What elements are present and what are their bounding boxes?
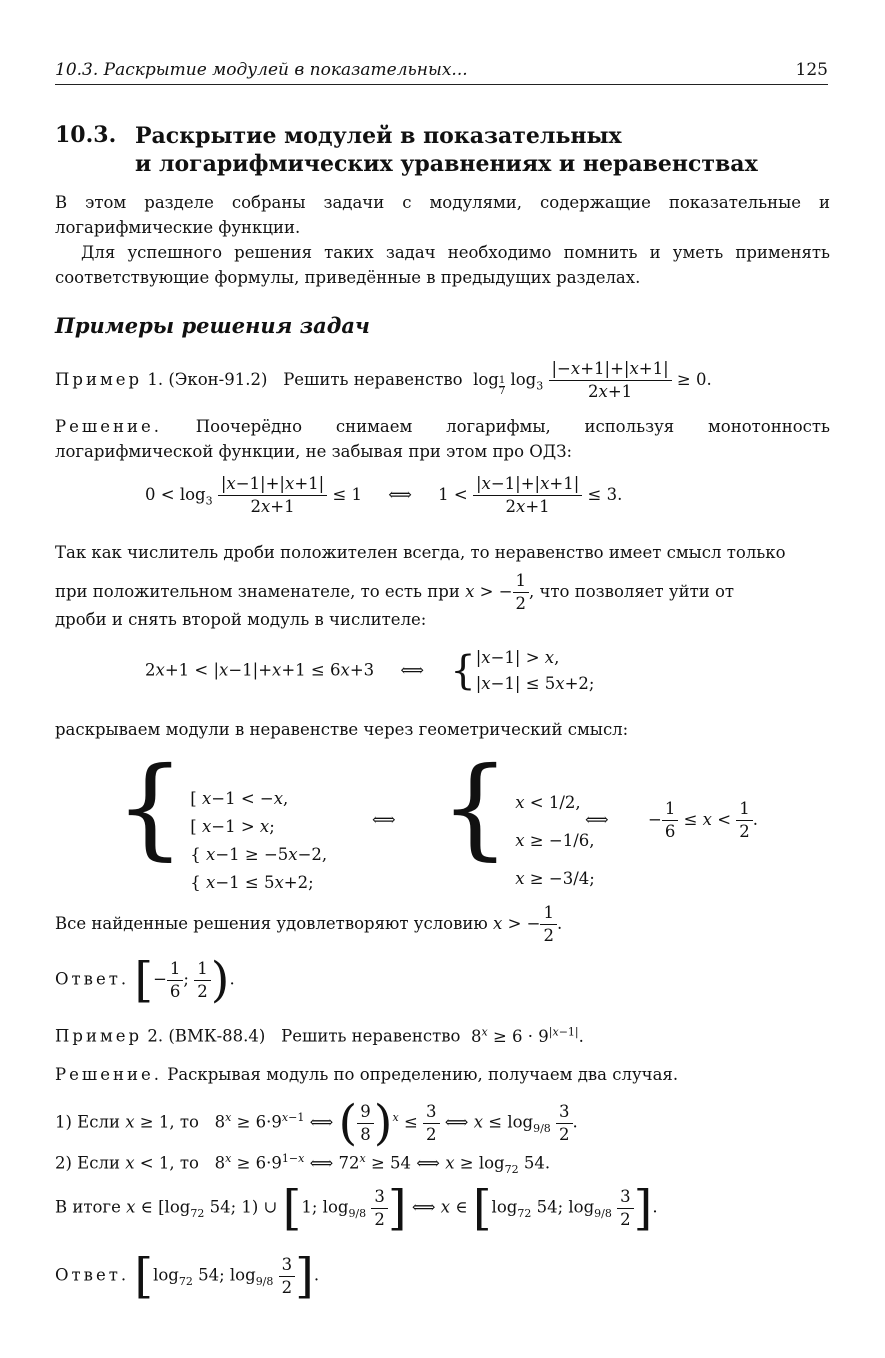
- example1-solution: [55, 414, 830, 464]
- formula-odz: $0 < \log_3$ $\frac{|x-1|+|x+1|}{2x+1}$ ≤ 1 ⟺ 1 < $\frac{|x-1|+|x+1|}{2x+1}$ ≤ 3.: [145, 474, 623, 516]
- formula-cases: { [ x−1 < −x, [ x−1 > x; { x−1 ≥ −5x−2, { x−1 ≤ 5x+2;: [115, 743, 328, 892]
- example1-text2b-line: при положительном знаменателе, то есть при x > − $\frac{1}{2}$ , что позволяет уйти от: [55, 571, 735, 613]
- running-title: 10.3. Раскрытие модулей в показательных...: [55, 60, 468, 80]
- section-title: [135, 122, 758, 178]
- example2-inequality: $8^x \ge 6 \cdot 9^{|x-1|}$.: [470, 1025, 584, 1046]
- example2-solution-text: Раскрывая модуль по определению, получаем два случая.: [167, 1065, 679, 1084]
- header-rule: [55, 84, 828, 85]
- case1-text: 1) Если: [55, 1112, 120, 1132]
- example1-answer: Ответ. [− $\frac{1}{6}$ ; $\frac{1}{2}$ ).: [55, 952, 235, 1008]
- case1-then: , то: [169, 1112, 199, 1132]
- page-number: 125: [795, 60, 828, 80]
- example1-label: Пример: [55, 370, 143, 389]
- example2-answer: Ответ. [$\log_{72}$ 54; $\log_{9/8}$ $\frac{3}{2}$ ].: [55, 1248, 320, 1304]
- example1-task: Решить неравенство: [283, 370, 463, 389]
- formula-system1: 2x+1 < |x−1|+x+1 ≤ 6x+3 ⟺ { |x−1| > x, |x−1| ≤ 5x+2;: [145, 648, 595, 694]
- formula-cases-result: { x < 1/2, x ≥ −1/6, x ≥ −3/4;: [440, 743, 595, 888]
- example2-number: 2.: [147, 1026, 164, 1046]
- example2-source: (ВМК-88.4): [168, 1026, 266, 1046]
- example1-text2c: , что позволяет уйти от: [529, 582, 735, 601]
- example1-text2a: Так как числитель дроби положителен всегда, то неравенство имеет смысл только: [55, 543, 786, 562]
- intro-paragraph-1: В этом разделе собраны задачи с модулями, содержащие показательные и логарифмические функции.: [55, 193, 830, 237]
- example2-statement: [55, 1025, 584, 1046]
- example2-solution-label: Решение.: [55, 1065, 162, 1084]
- example2-label: Пример: [55, 1026, 143, 1046]
- example1-number: 1.: [147, 370, 164, 389]
- example1-text2d: дроби и снять второй модуль в числителе:: [55, 610, 427, 629]
- formula-interval: − $\frac{1}{6}$ ≤ x < $\frac{1}{2}$ .: [648, 799, 759, 841]
- example1-inequality: log $_{\frac{1}{7}}$ $\log_3$ $\frac{|-x+1|+|x+1|}{2x+1}$ ≥ 0.: [473, 359, 712, 401]
- example2-solution: [55, 1062, 830, 1087]
- section-title-line1: Раскрытие модулей в показательных: [135, 123, 622, 149]
- case2-text: 2) Если: [55, 1153, 120, 1173]
- example2-case2: 2) Если x < 1, то $8^x \ge 6\cdot 9^{1-x}$ ⟺ $72^x \ge 54$ ⟺ $x \ge \log_{72} 54$.: [55, 1152, 551, 1176]
- example2-answer-label: Ответ.: [55, 1265, 130, 1285]
- example1-text4-line: Все найденные решения удовлетворяют условию x > − $\frac{1}{2}$ .: [55, 903, 563, 945]
- case2-then: , то: [169, 1153, 199, 1173]
- example2-task: Решить неравенство: [281, 1026, 461, 1046]
- example1-text3: раскрываем модули в неравенстве через геометрический смысл:: [55, 720, 629, 739]
- section-title-line2: и логарифмических уравнениях и неравенствах: [135, 151, 758, 177]
- section-number: 10.3.: [55, 122, 117, 148]
- equiv-arrow-1: ⟺: [372, 810, 396, 829]
- example1-statement: [55, 358, 712, 403]
- example2-total: В итоге x ∈ [$\log_{72}$ 54; 1) ∪ [1; $\log_{9/8}$ $\frac{3}{2}$ ] ⟺ x ∈ [$\log_{72}$ 54; $\log_{9/8}$ $\frac{3}{2}$ ].: [55, 1180, 658, 1236]
- example1-solution-label: Решение.: [55, 417, 162, 436]
- example1-text2b: при положительном знаменателе, то есть при: [55, 582, 460, 601]
- example1-source: (Экон-91.2): [168, 370, 268, 389]
- intro-paragraph-2: Для успешного решения таких задач необходимо помнить и уметь применять соответствующие формулы, приведённые в предыдущих разделах.: [55, 243, 830, 287]
- total-text: В итоге: [55, 1197, 121, 1217]
- example1-answer-label: Ответ.: [55, 969, 130, 989]
- equiv-arrow-2: ⟺: [585, 810, 609, 829]
- examples-heading: Примеры решения задач: [55, 313, 370, 338]
- example1-text4: Все найденные решения удовлетворяют условию: [55, 914, 488, 933]
- example1-solution-text: Поочерёдно снимаем логарифмы, используя монотонность логарифмической функции, не забывая при этом про ОДЗ:: [55, 417, 830, 461]
- example2-case1: 1) Если x ≥ 1, то $8^x \ge 6\cdot 9^{x-1}$ ⟺ ( $\frac{9}{8}$ )$^x$ ≤ $\frac{3}{2}$ ⟺ $x \le \log_{9/8}$ $\frac{3}{2}$ .: [55, 1095, 578, 1151]
